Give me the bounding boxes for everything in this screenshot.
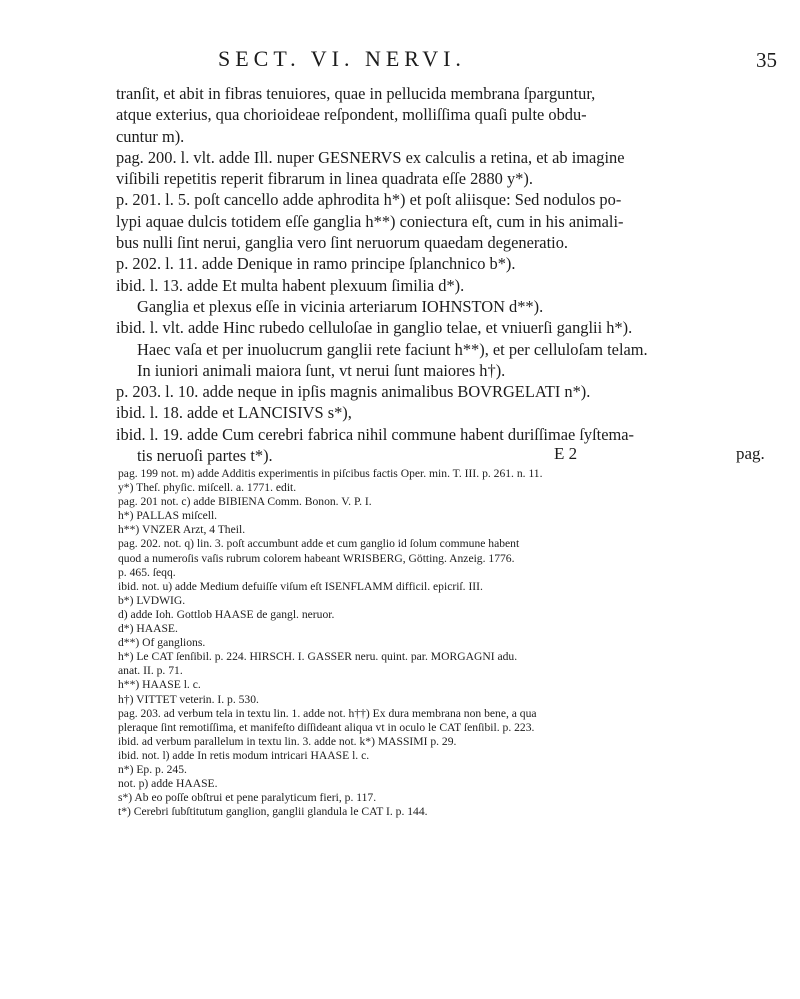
text-line: cuntur m). [116,126,185,146]
footnote-line: pag. 202. not. q) lin. 3. poſt accumbunt adde et cum ganglio id ſolum commune habent [118,537,520,551]
footnote-line: d*) HAASE. [118,622,178,636]
footnote-line: h†) VITTET veterin. I. p. 530. [118,692,259,706]
text-line: tis neruoſi partes t*). [137,446,273,466]
footnote-line: not. p) adde HAASE. [118,777,218,791]
header-title: SECT. VI. NERVI. [218,46,466,71]
footnote-line: pag. 201 not. c) adde BIBIENA Comm. Bonon. V. P. I. [118,495,372,509]
text-line: p. 203. l. 10. adde neque in ipſis magnis animalibus BOVRGELATI n*). [116,382,591,402]
text-line: ibid. l. 13. adde Et multa habent plexuum ſimilia d*). [116,275,465,295]
footnote-line: s*) Ab eo poſſe obſtrui et pene paralyticum fieri, p. 117. [118,791,377,805]
signature-line [554,444,765,464]
footnote-line: quod a numeroſis vaſis rubrum colorem habeant WRISBERG, Götting. Anzeig. 1776. [118,551,515,565]
footnote-line: p. 465. ſeqq. [118,565,176,579]
footnote-line: ibid. not. u) adde Medium defuiſſe viſum eſt ISENFLAMM difficil. epicriſ. III. [118,579,483,593]
footnote-line: pag. 203. ad verbum tela in textu lin. 1. adde not. h††) Ex dura membrana non bene, a qua [118,706,537,720]
text-line: ibid. l. 19. adde Cum cerebri fabrica nihil commune habent duriſſimae ſyſtema- [116,424,634,444]
footnote-line: h**) VNZER Arzt, 4 Theil. [118,523,246,537]
footnote-line: pleraque ſint remotiſſima, et manifeſto diſſideant aliqua vt in oculo le CAT ſenſibil. p. 223. [118,720,535,734]
footnote-line: ibid. not. l) adde In retis modum intricari HAASE l. c. [118,748,370,762]
footnote-line: d) adde Ioh. Gottlob HAASE de gangl. neruor. [118,607,335,621]
footnotes [118,467,774,819]
footnote-line: pag. 199 not. m) adde Additis experimentis in piſcibus factis Oper. min. T. III. p. 261. n. 11. [118,467,543,480]
footnote-line: y*) Theſ. phyſic. miſcell. a. 1771. edit. [118,481,297,495]
footnote-line: d**) Of ganglions. [118,636,206,650]
text-line: Haec vaſa et per inuolucrum ganglii rete faciunt h**), et per celluloſam telam. [137,339,648,359]
footnote-line: h*) PALLAS miſcell. [118,509,218,523]
footnote-line: h**) HAASE l. c. [118,678,201,692]
text-line: lypi aquae dulcis totidem eſſe ganglia h**) coniectura eſt, cum in his animali- [116,211,624,231]
text-line: In iuniori animali maiora ſunt, vt nerui ſunt maiores h†). [137,360,506,380]
text-line: pag. 200. l. vlt. adde Ill. nuper GESNERVS ex calculis a retina, et ab imagine [116,147,625,167]
page-number: 35 [756,48,777,72]
footnote-line: h*) Le CAT ſenſibil. p. 224. HIRSCH. I. GASSER neru. quint. par. MORGAGNI adu. [118,650,518,664]
text-line: tranſit, et abit in fibras tenuiores, quae in pellucida membrana ſparguntur, [116,84,596,103]
running-header [0,46,800,80]
text-line: bus nulli ſint nerui, ganglia vero ſint neruorum quaedam degeneratio. [116,233,568,253]
main-text [116,83,772,466]
signature-mark: E 2 [554,444,578,463]
text-line: ibid. l. 18. adde et LANCISIVS s*), [116,403,352,423]
text-line: p. 201. l. 5. poſt cancello adde aphrodita h*) et poſt aliisque: Sed nodulos po- [116,190,622,210]
footnote-line: anat. II. p. 71. [118,664,183,678]
footnote-line: n*) Ep. p. 245. [118,762,187,776]
footnote-line: b*) LVDWIG. [118,593,186,607]
text-line: Ganglia et plexus eſſe in vicinia arteriarum IOHNSTON d**). [137,296,544,316]
footnote-line: t*) Cerebri ſubſtitutum ganglion, ganglii glandula le CAT I. p. 144. [118,805,428,819]
text-line: ibid. l. vlt. adde Hinc rubedo celluloſae in ganglio telae, et vniuerſi ganglii h*). [116,318,633,338]
text-line: viſibili repetitis reperit fibrarum in linea quadrata eſſe 2880 y*). [116,169,533,189]
catchword: pag. [736,444,765,463]
text-line: p. 202. l. 11. adde Denique in ramo principe ſplanchnico b*). [116,254,516,274]
text-line: atque exterius, qua chorioideae reſpondent, molliſſima quaſi pulte obdu- [116,105,587,125]
footnote-line: ibid. ad verbum parallelum in textu lin. 3. adde not. k*) MASSIMI p. 29. [118,734,457,748]
